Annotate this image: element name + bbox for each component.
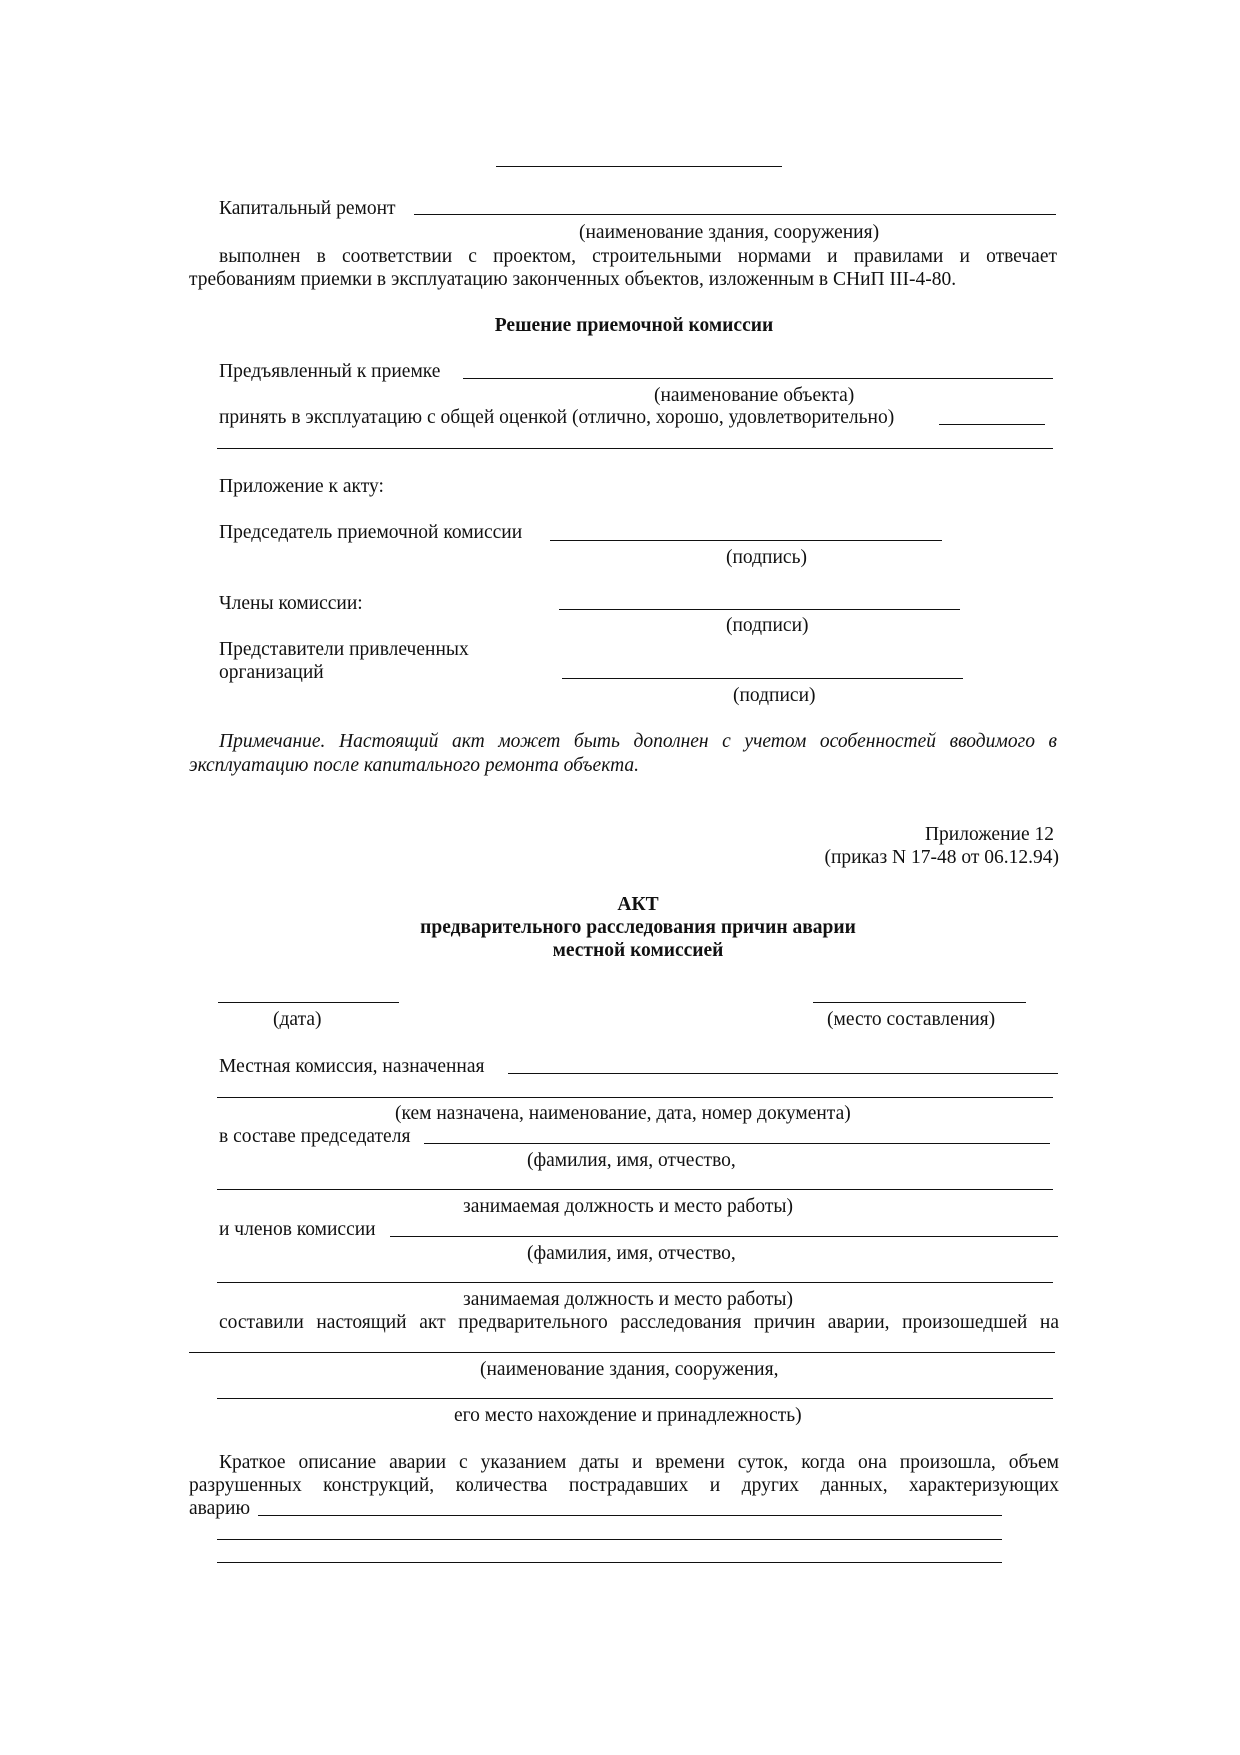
accept-text: принять в эксплуатацию с общей оценкой (отлично, хорошо, удовлетворительно): [219, 407, 895, 428]
place-hint: (место составления): [827, 1009, 996, 1030]
note-line-1: Примечание. Настоящий акт может быть дополнен с учетом особенностей вводимого в: [219, 731, 1057, 752]
commission-label: Местная комиссия, назначенная: [219, 1056, 485, 1077]
compliance-line-2: требованиям приемки в эксплуатацию законченных объектов, изложенным в СНиП III-4-80.: [189, 269, 957, 290]
reps-signature-field[interactable]: [562, 678, 963, 679]
chairman-label: Председатель приемочной комиссии: [219, 522, 523, 543]
act-members-label: и членов комиссии: [219, 1219, 376, 1240]
building-hint: (наименование здания, сооружения,: [480, 1359, 779, 1380]
act-title: АКТ: [617, 894, 659, 915]
position-hint-2: занимаемая должность и место работы): [463, 1289, 793, 1310]
accident-site-field[interactable]: [189, 1352, 1055, 1353]
description-field-3[interactable]: [217, 1562, 1002, 1563]
place-field[interactable]: [813, 1002, 1026, 1003]
fio-hint-1: (фамилия, имя, отчество,: [527, 1150, 736, 1171]
appendix-label: Приложение 12: [924, 824, 1054, 845]
attachment-label: Приложение к акту:: [219, 476, 384, 497]
note-line-2: эксплуатацию после капитального ремонта объекта.: [189, 755, 640, 776]
act-chairman-label: в составе председателя: [219, 1126, 411, 1147]
object-name-field[interactable]: [463, 378, 1053, 379]
description-field-2[interactable]: [217, 1539, 1002, 1540]
appointed-by-field-2[interactable]: [217, 1097, 1053, 1098]
members-signatures-hint: (подписи): [726, 615, 809, 636]
act-subtitle-1: предварительного расследования причин аварии: [420, 917, 856, 938]
decision-heading: Решение приемочной комиссии: [494, 315, 774, 336]
accident-site-field-2[interactable]: [217, 1398, 1053, 1399]
building-name-hint: (наименование здания, сооружения): [579, 222, 880, 243]
reps-label-2: организаций: [219, 662, 324, 683]
appendix-order: (приказ N 17-48 от 06.12.94): [824, 847, 1059, 868]
date-field[interactable]: [218, 1002, 399, 1003]
repair-label: Капитальный ремонт: [219, 198, 396, 219]
reps-label-1: Представители привлеченных: [219, 639, 469, 660]
date-hint: (дата): [273, 1009, 322, 1030]
building-name-field[interactable]: [414, 214, 1056, 215]
reps-signatures-hint: (подписи): [733, 685, 816, 706]
desc-line-2: разрушенных конструкций, количества пострадавших и других данных, характеризующих: [189, 1475, 1059, 1496]
compliance-line-1: выполнен в соответствии с проектом, строительными нормами и правилами и отвечает: [219, 246, 1057, 267]
location-hint: его место нахождение и принадлежность): [454, 1405, 802, 1426]
rating-field[interactable]: [939, 424, 1045, 425]
desc-line-1: Краткое описание аварии с указанием даты и времени суток, когда она произошла, объем: [219, 1452, 1059, 1473]
appointed-hint: (кем назначена, наименование, дата, номер документа): [395, 1103, 851, 1124]
act-chairman-field[interactable]: [424, 1143, 1050, 1144]
signature-hint: (подпись): [726, 547, 807, 568]
members-signature-field[interactable]: [559, 609, 960, 610]
fio-hint-2: (фамилия, имя, отчество,: [527, 1243, 736, 1264]
description-field-1[interactable]: [258, 1515, 1002, 1516]
act-members-position-field[interactable]: [217, 1282, 1053, 1283]
desc-line-3: аварию: [189, 1498, 251, 1519]
top-rule: [496, 166, 782, 167]
members-label: Члены комиссии:: [219, 593, 363, 614]
rating-continuation-field[interactable]: [217, 448, 1053, 449]
position-hint-1: занимаемая должность и место работы): [463, 1196, 793, 1217]
composed-line: составили настоящий акт предварительного расследования причин аварии, произошедшей на: [219, 1312, 1059, 1333]
chairman-signature-field[interactable]: [550, 540, 942, 541]
object-name-hint: (наименование объекта): [654, 385, 855, 406]
act-subtitle-2: местной комиссией: [552, 940, 724, 961]
appointed-by-field[interactable]: [508, 1073, 1058, 1074]
act-members-field[interactable]: [390, 1236, 1058, 1237]
act-chairman-position-field[interactable]: [217, 1189, 1053, 1190]
presented-label: Предъявленный к приемке: [219, 361, 441, 382]
